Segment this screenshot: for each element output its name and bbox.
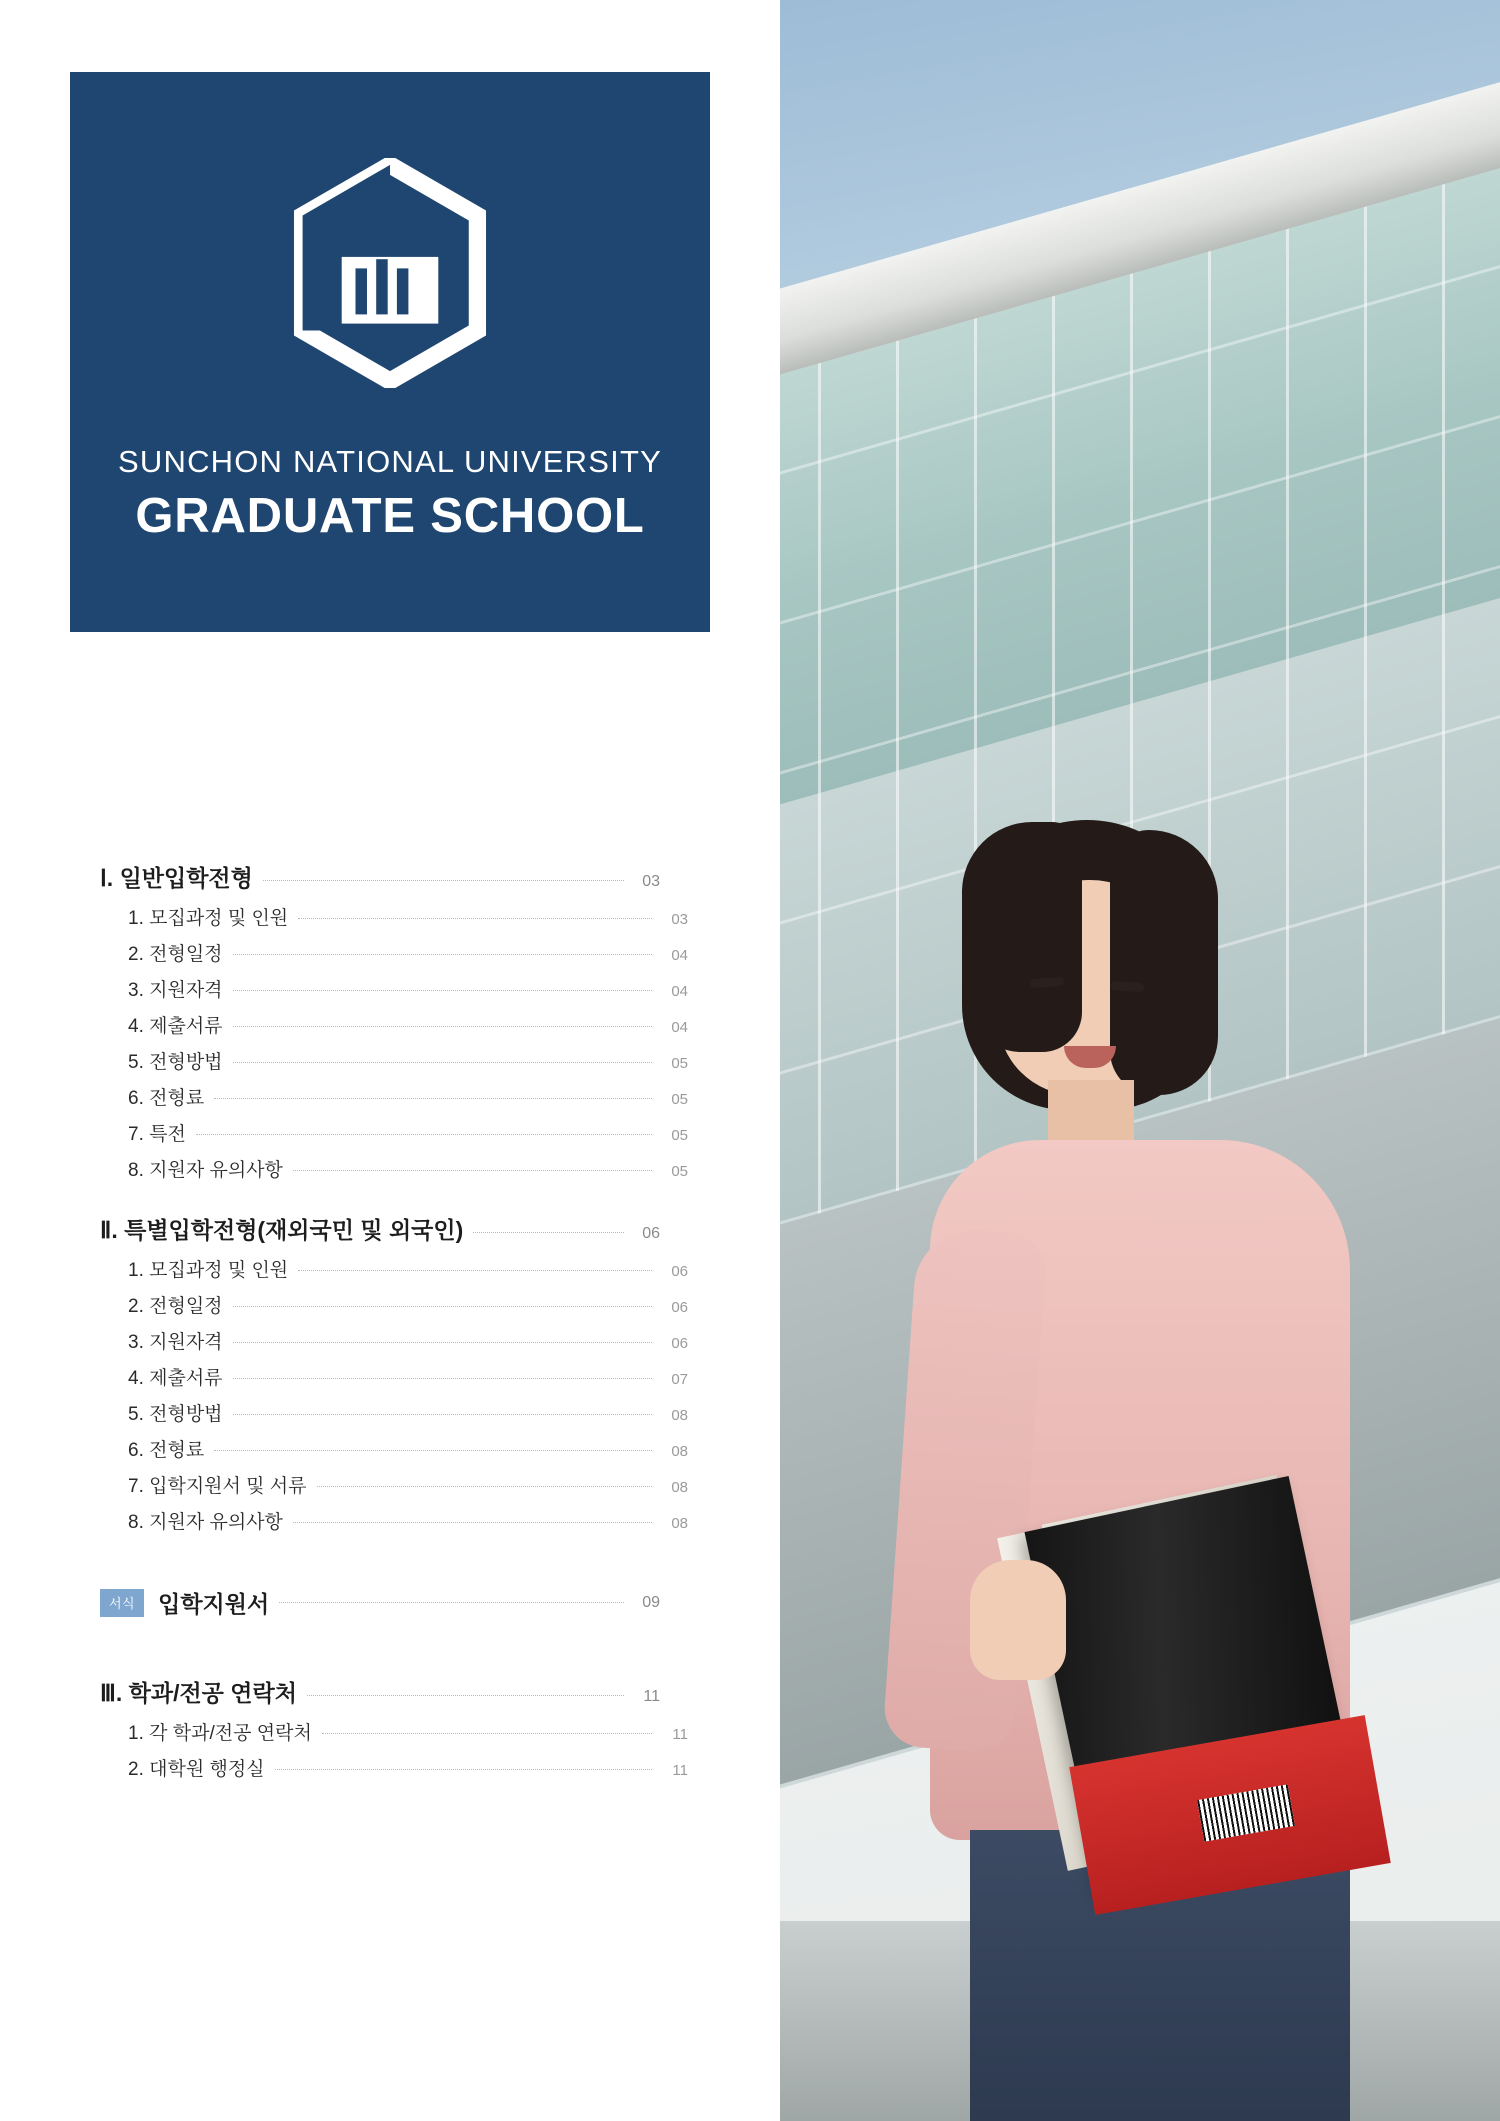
toc-item[interactable] — [128, 903, 688, 930]
toc-item-label: 8. 지원자 유의사항 — [128, 1160, 283, 1181]
dot-leader — [307, 1695, 624, 1696]
toc-section-label: Ⅱ. 특별입학전형(재외국민 및 외국인) — [100, 1217, 464, 1243]
toc-section-page: 11 — [643, 1688, 660, 1705]
toc-section — [100, 860, 688, 1182]
toc-item[interactable] — [128, 1471, 688, 1498]
toc-item-page: 05 — [671, 1091, 688, 1108]
cover-photo — [780, 0, 1500, 2121]
dot-leader — [298, 918, 652, 919]
toc-section-label: Ⅲ. 학과/전공 연락처 — [100, 1680, 297, 1706]
toc-item-label: 2. 대학원 행정실 — [128, 1759, 265, 1780]
toc-item-label: 5. 전형방법 — [128, 1404, 223, 1425]
form-entry-label: 입학지원서 — [158, 1591, 270, 1617]
toc-item-page: 08 — [671, 1407, 688, 1424]
hair-front-left — [962, 822, 1082, 1052]
dot-leader — [263, 880, 624, 881]
dot-leader — [293, 1522, 652, 1523]
toc-item-page: 06 — [671, 1335, 688, 1352]
toc-item[interactable] — [128, 1047, 688, 1074]
toc-section — [100, 1675, 688, 1781]
toc-item-label: 1. 모집과정 및 인원 — [128, 1260, 289, 1281]
toc-section-page: 03 — [642, 873, 660, 890]
toc-item-label: 2. 전형일정 — [128, 944, 223, 965]
toc-item-page: 06 — [671, 1299, 688, 1316]
toc-item-label: 4. 제출서류 — [128, 1368, 223, 1389]
dot-leader — [233, 990, 652, 991]
toc-section-heading[interactable] — [100, 1212, 660, 1245]
dot-leader — [233, 1306, 652, 1307]
toc-item[interactable] — [128, 1363, 688, 1390]
dot-leader — [275, 1769, 652, 1770]
toc-item[interactable] — [128, 1399, 688, 1426]
toc-item-page: 06 — [671, 1263, 688, 1280]
dot-leader — [298, 1270, 652, 1271]
toc-form-entry[interactable] — [100, 1586, 660, 1619]
toc-item[interactable] — [128, 1327, 688, 1354]
toc-item-page: 05 — [671, 1055, 688, 1072]
toc-item-label: 1. 모집과정 및 인원 — [128, 908, 289, 929]
toc-item[interactable] — [128, 1435, 688, 1462]
toc-item[interactable] — [128, 939, 688, 966]
toc-item-label: 8. 지원자 유의사항 — [128, 1512, 283, 1533]
dot-leader — [196, 1134, 652, 1135]
toc-item-page: 05 — [671, 1163, 688, 1180]
toc-item-page: 03 — [671, 911, 688, 928]
toc-item-page: 05 — [671, 1127, 688, 1144]
student-figure — [780, 0, 1500, 2121]
toc-item-label: 6. 전형료 — [128, 1440, 205, 1461]
toc-item-page: 04 — [671, 1019, 688, 1036]
form-entry-page: 09 — [642, 1593, 660, 1611]
toc-section-page: 06 — [642, 1225, 660, 1242]
dot-leader — [322, 1733, 652, 1734]
cover-title: GRADUATE SCHOOL — [135, 489, 645, 543]
toc-section-heading[interactable] — [100, 860, 660, 893]
toc-item[interactable] — [128, 1011, 688, 1038]
toc-section-heading[interactable] — [100, 1675, 660, 1708]
toc-item-label: 7. 입학지원서 및 서류 — [128, 1476, 307, 1497]
hair-front-right — [1110, 830, 1218, 1095]
toc-item[interactable] — [128, 975, 688, 1002]
toc-item-page: 11 — [672, 1726, 688, 1743]
form-badge: 서식 — [100, 1589, 144, 1617]
dot-leader — [233, 1062, 652, 1063]
toc-section — [100, 1212, 688, 1534]
toc-item[interactable] — [128, 1754, 688, 1781]
toc-item[interactable] — [128, 1507, 688, 1534]
dot-leader — [233, 1414, 652, 1415]
dot-leader — [317, 1486, 652, 1487]
table-of-contents — [100, 830, 688, 1790]
toc-item-label: 7. 특전 — [128, 1124, 186, 1145]
toc-item[interactable] — [128, 1119, 688, 1146]
toc-item-label: 1. 각 학과/전공 연락처 — [128, 1723, 312, 1744]
toc-item-page: 11 — [672, 1762, 688, 1779]
hand — [970, 1560, 1066, 1680]
dot-leader — [214, 1450, 652, 1451]
toc-item-label: 6. 전형료 — [128, 1088, 205, 1109]
toc-item-label: 3. 지원자격 — [128, 980, 223, 1001]
toc-section-label: Ⅰ. 일반입학전형 — [100, 865, 253, 891]
toc-item-page: 08 — [671, 1443, 688, 1460]
toc-item-label: 5. 전형방법 — [128, 1052, 223, 1073]
logo-block — [70, 72, 710, 632]
toc-item[interactable] — [128, 1291, 688, 1318]
toc-item-page: 07 — [671, 1371, 688, 1388]
toc-item-label: 3. 지원자격 — [128, 1332, 223, 1353]
dot-leader — [233, 1026, 652, 1027]
university-name: SUNCHON NATIONAL UNIVERSITY — [118, 444, 662, 479]
toc-item-page: 04 — [671, 983, 688, 1000]
dot-leader — [279, 1602, 624, 1603]
dot-leader — [233, 954, 652, 955]
toc-item-label: 2. 전형일정 — [128, 1296, 223, 1317]
toc-item-page: 04 — [671, 947, 688, 964]
dot-leader — [233, 1342, 652, 1343]
toc-item-page: 08 — [671, 1515, 688, 1532]
toc-item-page: 08 — [671, 1479, 688, 1496]
toc-item-label: 4. 제출서류 — [128, 1016, 223, 1037]
dot-leader — [214, 1098, 652, 1099]
dot-leader — [233, 1378, 652, 1379]
toc-item[interactable] — [128, 1083, 688, 1110]
dot-leader — [293, 1170, 652, 1171]
sunchon-hexagon-logo-icon — [275, 158, 505, 388]
toc-item[interactable] — [128, 1155, 688, 1182]
dot-leader — [473, 1232, 624, 1233]
toc-item[interactable] — [128, 1718, 688, 1745]
toc-item[interactable] — [128, 1255, 688, 1282]
